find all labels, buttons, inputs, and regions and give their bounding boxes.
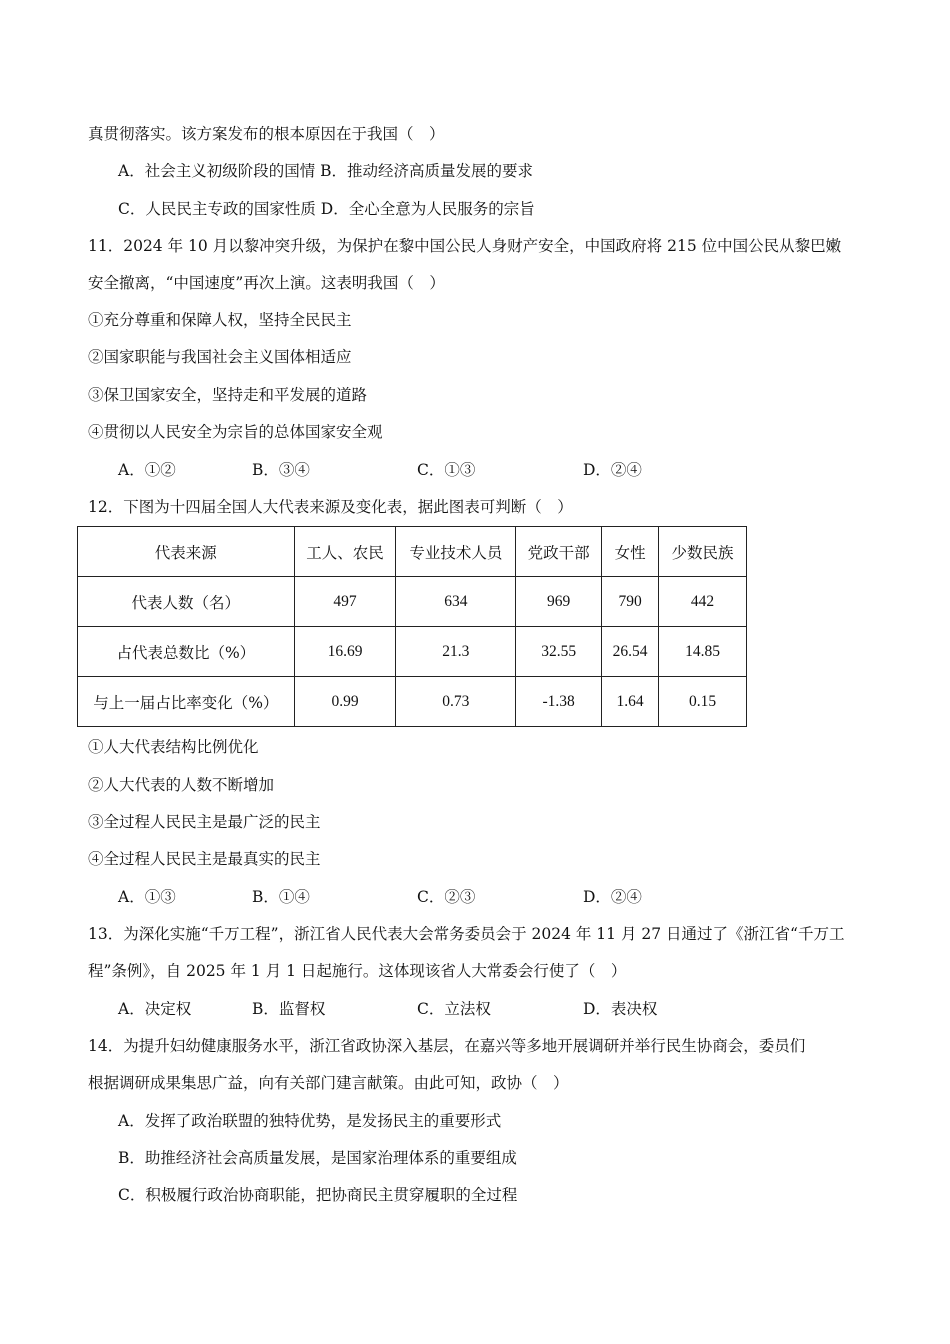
q13-option-c: C．立法权: [417, 1000, 491, 1018]
table-cell: 0.73: [396, 677, 516, 727]
table-cell: 497: [294, 577, 396, 627]
q12-stem: 12．下图为十四届全国人大代表来源及变化表，据此图表可判断（ ）: [88, 498, 573, 516]
q11-item-1: ①充分尊重和保障人权，坚持全民民主: [88, 311, 352, 329]
table-cell: 占代表总数比（%）: [78, 627, 295, 677]
table-cell: 634: [396, 577, 516, 627]
table-header-cell: 工人、农民: [294, 527, 396, 577]
q12-item-3: ③全过程人民民主是最广泛的民主: [88, 813, 321, 831]
q11-item-4: ④贯彻以人民安全为宗旨的总体国家安全观: [88, 423, 383, 441]
q11-stem-line1: 11．2024 年 10 月以黎冲突升级，为保护在黎中国公民人身财产安全，中国政府将 215 位中国公民从黎巴嫩: [88, 237, 842, 255]
table-cell: 790: [602, 577, 659, 627]
q13-stem-line2: 程”条例》，自 2025 年 1 月 1 日起施行。这体现该省人大常委会行使了（ ）: [88, 962, 627, 980]
q14-option-a: A．发挥了政治联盟的独特优势，是发扬民主的重要形式: [118, 1112, 502, 1130]
representatives-table: [77, 526, 747, 727]
table-header-cell: 女性: [602, 527, 659, 577]
table-cell: 与上一届占比率变化（%）: [78, 677, 295, 727]
q13-option-a: A．决定权: [118, 1000, 192, 1018]
q12-item-1: ①人大代表结构比例优化: [88, 738, 259, 756]
table-cell: 16.69: [294, 627, 396, 677]
q10-option-ab: A．社会主义初级阶段的国情 B．推动经济高质量发展的要求: [118, 162, 534, 180]
q11-option-a: A．①②: [118, 461, 176, 479]
q12-option-d: D．②④: [583, 888, 642, 906]
q11-item-2: ②国家职能与我国社会主义国体相适应: [88, 348, 352, 366]
table-cell: -1.38: [516, 677, 602, 727]
q12-item-2: ②人大代表的人数不断增加: [88, 776, 275, 794]
q11-stem-line2: 安全撤离，“中国速度”再次上演。这表明我国（ ）: [88, 274, 445, 292]
table-cell: 代表人数（名）: [78, 577, 295, 627]
table-header-cell: 专业技术人员: [396, 527, 516, 577]
q11-option-b: B．③④: [252, 461, 310, 479]
table-row: [78, 627, 747, 677]
table-cell: 0.15: [659, 677, 747, 727]
q11-option-d: D．②④: [583, 461, 642, 479]
q11-item-3: ③保卫国家安全，坚持走和平发展的道路: [88, 386, 368, 404]
q13-option-b: B．监督权: [252, 1000, 326, 1018]
q10-option-cd: C．人民民主专政的国家性质 D．全心全意为人民服务的宗旨: [118, 200, 535, 218]
q14-stem-line1: 14．为提升妇幼健康服务水平，浙江省政协深入基层，在嘉兴等多地开展调研并举行民生协商会，委员们: [88, 1037, 806, 1055]
q10-stem: 真贯彻落实。该方案发布的根本原因在于我国（ ）: [88, 125, 445, 143]
q12-option-c: C．②③: [417, 888, 476, 906]
q13-option-d: D．表决权: [583, 1000, 658, 1018]
q12-item-4: ④全过程人民民主是最真实的民主: [88, 850, 321, 868]
table-cell: 969: [516, 577, 602, 627]
table-row: [78, 577, 747, 627]
q14-option-c: C．积极履行政治协商职能，把协商民主贯穿履职的全过程: [118, 1186, 518, 1204]
table-header-cell: 代表来源: [78, 527, 295, 577]
table-cell: 1.64: [602, 677, 659, 727]
table-header-cell: 少数民族: [659, 527, 747, 577]
table-header-cell: 党政干部: [516, 527, 602, 577]
table-row: [78, 677, 747, 727]
table-header-row: [78, 527, 747, 577]
table-cell: 442: [659, 577, 747, 627]
table-cell: 0.99: [294, 677, 396, 727]
table-cell: 32.55: [516, 627, 602, 677]
q12-option-b: B．①④: [252, 888, 310, 906]
table-cell: 14.85: [659, 627, 747, 677]
q13-stem-line1: 13．为深化实施“千万工程”，浙江省人民代表大会常务委员会于 2024 年 11 月 27 日通过了《浙江省“千万工: [88, 925, 845, 943]
table-cell: 21.3: [396, 627, 516, 677]
q14-option-b: B．助推经济社会高质量发展，是国家治理体系的重要组成: [118, 1149, 517, 1167]
q11-option-c: C．①③: [417, 461, 476, 479]
q12-option-a: A．①③: [118, 888, 176, 906]
table-cell: 26.54: [602, 627, 659, 677]
q14-stem-line2: 根据调研成果集思广益，向有关部门建言献策。由此可知，政协（ ）: [88, 1074, 569, 1092]
